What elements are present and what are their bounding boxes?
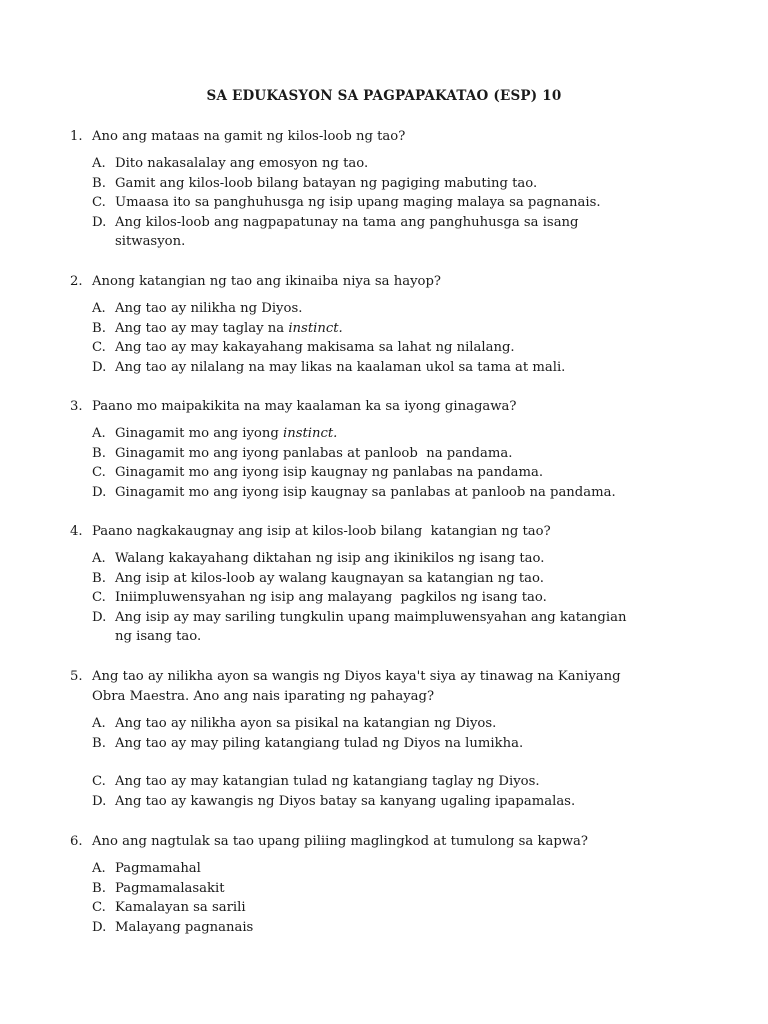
- question-number: 4.: [70, 524, 83, 539]
- option-a: [92, 299, 710, 319]
- question-number: 5.: [70, 669, 83, 684]
- option-a: [92, 549, 710, 569]
- options-list: [92, 299, 710, 377]
- option-letter: C.: [92, 195, 106, 211]
- option-text: Ang tao ay kawangis ng Diyos batay sa kanyang ugaling ipapamalas.: [115, 793, 576, 809]
- option-d: [92, 608, 710, 647]
- options-list: [92, 154, 710, 252]
- option-b: [92, 879, 710, 899]
- option-text: Ang isip ay may sariling tungkulin upang maimpluwensyahan ang katangian: [115, 609, 627, 625]
- option-c: [92, 588, 710, 608]
- options-list: [92, 549, 710, 647]
- option-d: [92, 483, 710, 503]
- option-text: Pagmamahal: [115, 861, 201, 876]
- question-4: [70, 522, 710, 647]
- option-d: [92, 792, 710, 812]
- option-letter: C.: [92, 340, 106, 356]
- option-text: Ginagamit mo ang iyong panlabas at panloob na pandama.: [115, 445, 513, 461]
- question-3: [70, 397, 710, 502]
- option-letter: C.: [92, 590, 106, 606]
- option-text: Malayang pagnanais: [115, 919, 254, 935]
- question-text: Anong katangian ng tao ang ikinaiba niya sa hayop?: [92, 274, 441, 289]
- option-c: [92, 463, 710, 483]
- option-text: Gamit ang kilos-loob bilang batayan ng pagiging mabuting tao.: [115, 175, 538, 191]
- question-number: 2.: [70, 274, 83, 289]
- option-text: Kamalayan sa sarili: [115, 900, 246, 916]
- options-list: [92, 859, 710, 937]
- question-number: 6.: [70, 834, 83, 849]
- option-b: [92, 174, 710, 194]
- option-letter: B.: [92, 175, 106, 191]
- options-list: [92, 424, 710, 502]
- option-text: Ginagamit mo ang iyong isip kaugnay ng panlabas na pandama.: [115, 465, 544, 481]
- question-text: Paano nagkakaugnay ang isip at kilos-loob bilang katangian ng tao?: [92, 524, 551, 539]
- option-d: [92, 358, 710, 378]
- option-a: [92, 859, 710, 879]
- option-b: [92, 569, 710, 589]
- document-title: SA EDUKASYON SA PAGPAPAKATAO (ESP) 10: [206, 88, 562, 104]
- option-letter: B.: [92, 445, 106, 461]
- option-text: Ang isip at kilos-loob ay walang kaugnayan sa katangian ng tao.: [115, 570, 544, 586]
- option-text: Ginagamit mo ang iyong: [115, 426, 283, 441]
- option-text: Iniimpluwensyahan ng isip ang malayang pagkilos ng isang tao.: [115, 590, 547, 606]
- question-number: 3.: [70, 399, 83, 414]
- option-text: Pagmamalasakit: [115, 880, 225, 896]
- option-letter: B.: [92, 880, 106, 896]
- option-letter: D.: [92, 609, 107, 625]
- question-text: Ano ang mataas na gamit ng kilos-loob ng tao?: [92, 129, 406, 144]
- option-a: [92, 424, 710, 444]
- option-c: [92, 772, 710, 792]
- option-text: Dito nakasalalay ang emosyon ng tao.: [115, 156, 369, 171]
- option-letter: A.: [92, 156, 106, 171]
- question-2: [70, 272, 710, 377]
- option-text-continued: sitwasyon.: [115, 234, 186, 250]
- option-c: [92, 193, 710, 213]
- option-c: [92, 338, 710, 358]
- question-5: [70, 667, 710, 811]
- option-b: [92, 319, 710, 339]
- option-italic-term: instinct.: [288, 320, 343, 336]
- option-text: Ang tao ay may katangian tulad ng katangiang taglay ng Diyos.: [115, 774, 540, 790]
- option-letter: C.: [92, 900, 106, 916]
- option-letter: C.: [92, 774, 106, 790]
- options-list: [92, 714, 710, 811]
- option-text-continued: ng isang tao.: [115, 629, 202, 645]
- option-letter: D.: [92, 214, 107, 230]
- option-letter: B.: [92, 320, 106, 336]
- option-a: [92, 714, 710, 734]
- option-text: Ang tao ay nilikha ng Diyos.: [115, 301, 303, 316]
- option-c: [92, 898, 710, 918]
- option-letter: D.: [92, 359, 107, 375]
- option-text: Ang tao ay may taglay na: [115, 320, 289, 336]
- option-d: [92, 213, 710, 252]
- option-italic-term: instinct.: [283, 426, 338, 441]
- option-letter: D.: [92, 793, 107, 809]
- option-d: [92, 918, 710, 938]
- option-text: Ang kilos-loob ang nagpapatunay na tama ang panghuhusga sa isang: [115, 214, 579, 230]
- option-text: Umaasa ito sa panghuhusga ng isip upang maging malaya sa pagnanais.: [115, 195, 601, 211]
- option-letter: A.: [92, 716, 106, 731]
- option-text: Walang kakayahang diktahan ng isip ang ikinikilos ng isang tao.: [115, 551, 545, 566]
- question-text: Ano ang nagtulak sa tao upang piliing maglingkod at tumulong sa kapwa?: [92, 834, 588, 849]
- question-6: [70, 832, 710, 937]
- option-b: [92, 444, 710, 464]
- option-letter: D.: [92, 484, 107, 500]
- option-a: [92, 154, 710, 174]
- option-text: Ang tao ay may piling katangiang tulad ng Diyos na lumikha.: [115, 735, 524, 751]
- option-letter: B.: [92, 570, 106, 586]
- option-text: Ang tao ay nilalang na may likas na kaalaman ukol sa tama at mali.: [115, 359, 566, 375]
- option-letter: A.: [92, 861, 106, 876]
- option-letter: A.: [92, 301, 106, 316]
- option-letter: A.: [92, 551, 106, 566]
- option-text: Ang tao ay may kakayahang makisama sa lahat ng nilalang.: [115, 340, 515, 356]
- option-letter: D.: [92, 919, 107, 935]
- question-number: 1.: [70, 129, 83, 144]
- option-text: Ginagamit mo ang iyong isip kaugnay sa panlabas at panloob na pandama.: [115, 484, 616, 500]
- option-text: Ang tao ay nilikha ayon sa pisikal na katangian ng Diyos.: [115, 716, 497, 731]
- question-text-continued: Obra Maestra. Ano ang nais iparating ng pahayag?: [92, 689, 435, 704]
- blank-gap: [92, 753, 710, 772]
- option-b: [92, 734, 710, 754]
- option-letter: C.: [92, 465, 106, 481]
- option-letter: B.: [92, 735, 106, 751]
- question-1: [70, 127, 710, 252]
- question-text: Paano mo maipakikita na may kaalaman ka sa iyong ginagawa?: [92, 399, 517, 414]
- option-letter: A.: [92, 426, 106, 441]
- question-text: Ang tao ay nilikha ayon sa wangis ng Diyos kaya't siya ay tinawag na Kaniyang: [92, 669, 621, 684]
